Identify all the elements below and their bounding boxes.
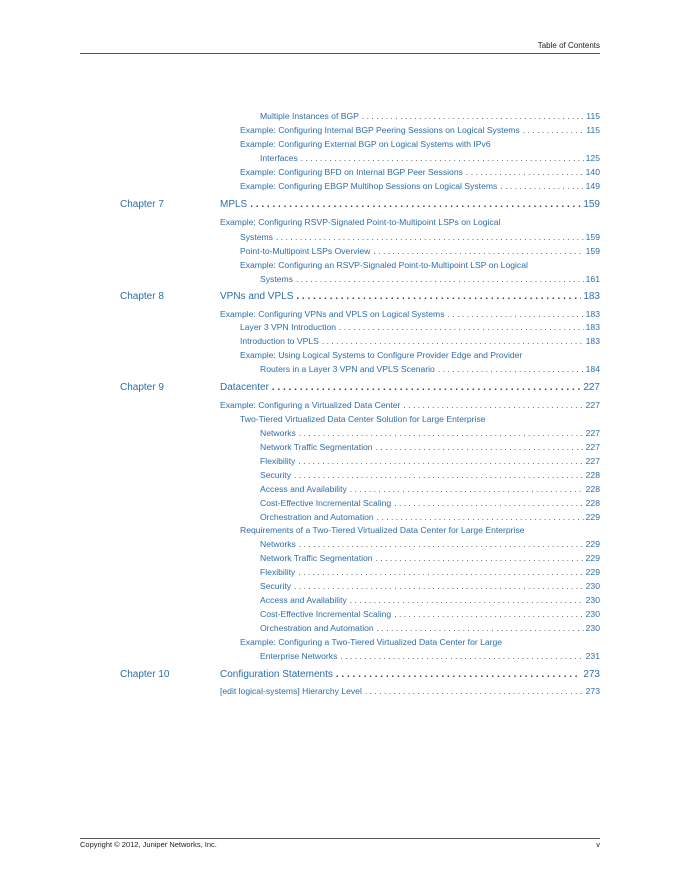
toc-page-number: 115 (586, 125, 600, 135)
toc-leader-dots (394, 498, 583, 508)
toc-chapter-entry[interactable] (220, 382, 600, 393)
toc-leader-dots (365, 686, 584, 696)
toc-entry[interactable] (260, 274, 600, 284)
toc-entry[interactable] (220, 686, 600, 696)
toc-entry-title: Orchestration and Automation (260, 623, 374, 633)
toc-entry[interactable] (260, 553, 600, 563)
toc-entry-title: Cost-Effective Incremental Scaling (260, 609, 392, 619)
toc-page-number: 183 (585, 322, 600, 332)
toc-entry-title: Example: Configuring Internal BGP Peering Sessions on Logical Systems (240, 125, 520, 135)
toc-leader-dots (362, 111, 584, 121)
footer-page-number: v (596, 840, 600, 849)
toc-leader-dots (339, 322, 584, 332)
toc-page-number: 273 (585, 686, 600, 696)
toc-entry[interactable] (240, 232, 600, 242)
toc-entry-title: Enterprise Networks (260, 651, 338, 661)
toc-entry-title: Example: Configuring an RSVP-Signaled Point-to-Multipoint LSP on Logical (240, 260, 528, 270)
toc-leader-dots (322, 336, 584, 346)
toc-entry[interactable] (260, 498, 600, 508)
toc-entry[interactable] (260, 456, 600, 466)
toc-leader-dots (340, 651, 583, 661)
toc-leader-dots (377, 623, 584, 633)
toc-entry[interactable] (260, 484, 600, 494)
toc-leader-dots (376, 553, 584, 563)
toc-leader-dots (350, 484, 584, 494)
toc-chapter-label: Chapter 10 (120, 669, 170, 680)
toc-leader-dots (403, 400, 583, 410)
toc-leader-dots (336, 669, 581, 680)
toc-entry[interactable] (240, 336, 600, 346)
toc-entry-title: Example: Configuring VPNs and VPLS on Logical Systems (220, 309, 445, 319)
toc-entry-title: Example: Configuring External BGP on Logical Systems with IPv6 (240, 139, 491, 149)
toc-entry[interactable] (240, 414, 600, 424)
toc-entry-title: Flexibility (260, 456, 296, 466)
toc-entry[interactable] (260, 651, 600, 661)
toc-entry[interactable] (260, 442, 600, 452)
toc-page-number: 183 (583, 291, 600, 302)
toc-entry[interactable] (260, 581, 600, 591)
toc-page-number: 228 (585, 470, 600, 480)
toc-leader-dots (394, 609, 583, 619)
toc-leader-dots (299, 428, 584, 438)
toc-entry[interactable] (240, 260, 600, 270)
toc-page-number: 183 (585, 309, 600, 319)
toc-entry-title: Access and Availability (260, 595, 347, 605)
toc-page-number: 228 (585, 484, 600, 494)
toc-page-number: 125 (585, 153, 600, 163)
toc-entry[interactable] (260, 153, 600, 163)
toc-entry-title: MPLS (220, 199, 248, 210)
toc-page-number: 159 (585, 232, 600, 242)
toc-entry-title: Example: Configuring BFD on Internal BGP Peer Sessions (240, 167, 463, 177)
toc-leader-dots (298, 456, 583, 466)
toc-entry-title: Multiple Instances of BGP (260, 111, 359, 121)
toc-entry-title: Interfaces (260, 153, 298, 163)
toc-leader-dots (276, 232, 584, 242)
toc-entry[interactable] (240, 525, 600, 535)
toc-leader-dots (294, 470, 584, 480)
toc-entry[interactable] (220, 217, 600, 227)
toc-page-number: 227 (585, 456, 600, 466)
toc-leader-dots (294, 581, 584, 591)
toc-page-number: 115 (586, 111, 600, 121)
toc-page-number: 273 (583, 669, 600, 680)
toc-entry-title: Two-Tiered Virtualized Data Center Solution for Large Enterprise (240, 414, 486, 424)
toc-entry[interactable] (240, 139, 600, 149)
toc-entry-title: Network Traffic Segmentation (260, 442, 373, 452)
toc-entry-title: Routers in a Layer 3 VPN and VPLS Scenario (260, 364, 435, 374)
toc-entry-title: Orchestration and Automation (260, 512, 374, 522)
toc-entry-title: Systems (260, 274, 293, 284)
toc-entry[interactable] (260, 623, 600, 633)
toc-leader-dots (296, 274, 584, 284)
toc-entry[interactable] (240, 181, 600, 191)
toc-page-number: 183 (585, 336, 600, 346)
toc-entry-title: Security (260, 581, 292, 591)
toc-leader-dots (377, 512, 584, 522)
toc-entry[interactable] (260, 512, 600, 522)
toc-entry[interactable] (260, 470, 600, 480)
toc-page-number: 227 (585, 400, 600, 410)
toc-page-number: 149 (585, 181, 600, 191)
toc-leader-dots (299, 539, 584, 549)
running-header-title: Table of Contents (537, 41, 600, 50)
toc-entry[interactable] (260, 595, 600, 605)
toc-chapter-entry[interactable] (220, 199, 600, 210)
toc-leader-dots (523, 125, 585, 135)
toc-page-number: 227 (585, 442, 600, 452)
footer-rule (80, 838, 600, 839)
toc-chapter-label: Chapter 8 (120, 291, 164, 302)
toc-page-number: 227 (583, 382, 600, 393)
toc-page-number: 140 (585, 167, 600, 177)
toc-entry-title: VPNs and VPLS (220, 291, 294, 302)
header-rule (80, 53, 600, 54)
toc-leader-dots (250, 199, 581, 210)
footer-copyright: Copyright © 2012, Juniper Networks, Inc. (80, 840, 217, 849)
toc-entry[interactable] (260, 111, 600, 121)
toc-entry-title: Security (260, 470, 292, 480)
toc-page-number: 230 (585, 623, 600, 633)
toc-entry-title: Cost-Effective Incremental Scaling (260, 498, 392, 508)
toc-entry[interactable] (260, 539, 600, 549)
toc-page-number: 229 (585, 553, 600, 563)
toc-entry-title: Network Traffic Segmentation (260, 553, 373, 563)
toc-entry[interactable] (240, 322, 600, 332)
toc-page-number: 230 (585, 595, 600, 605)
toc-entry[interactable] (260, 428, 600, 438)
toc-entry[interactable] (240, 246, 600, 256)
toc-entry-title: Example: Configuring EBGP Multihop Sessions on Logical Systems (240, 181, 498, 191)
toc-entry-title: Example: Configuring a Two-Tiered Virtualized Data Center for Large (240, 637, 503, 647)
toc-chapter-entry[interactable] (220, 291, 600, 302)
toc-entry-title: Configuration Statements (220, 669, 333, 680)
toc-entry[interactable] (220, 309, 600, 319)
toc-chapter-entry[interactable] (220, 669, 600, 680)
toc-leader-dots (438, 364, 584, 374)
toc-entry-title: [edit logical-systems] Hierarchy Level (220, 686, 362, 696)
toc-leader-dots (301, 153, 584, 163)
toc-page-number: 230 (585, 581, 600, 591)
toc-entry-title: Flexibility (260, 567, 296, 577)
toc-leader-dots (296, 291, 581, 302)
toc-page-number: 229 (585, 512, 600, 522)
toc-entry[interactable] (240, 637, 600, 647)
toc-entry[interactable] (260, 364, 600, 374)
toc-entry[interactable] (240, 167, 600, 177)
toc-entry[interactable] (260, 609, 600, 619)
toc-entry-title: Example: Configuring a Virtualized Data Center (220, 400, 401, 410)
toc-page-number: 229 (585, 567, 600, 577)
toc-chapter-label: Chapter 9 (120, 382, 164, 393)
toc-entry-title: Networks (260, 539, 296, 549)
toc-page-number: 231 (585, 651, 600, 661)
toc-entry-title: Networks (260, 428, 296, 438)
toc-page-number: 229 (585, 539, 600, 549)
toc-entry-title: Requirements of a Two-Tiered Virtualized Data Center for Large Enterprise (240, 525, 525, 535)
toc-page-number: 228 (585, 498, 600, 508)
toc-page-number: 227 (585, 428, 600, 438)
toc-entry-title: Point-to-Multipoint LSPs Overview (240, 246, 371, 256)
toc-entry-title: Access and Availability (260, 484, 347, 494)
toc-leader-dots (272, 382, 581, 393)
toc-leader-dots (373, 246, 583, 256)
toc-entry-title: Example: Configuring RSVP-Signaled Point-to-Multipoint LSPs on Logical (220, 217, 501, 227)
toc-page-number: 159 (585, 246, 600, 256)
toc-leader-dots (500, 181, 583, 191)
toc-entry[interactable] (260, 567, 600, 577)
toc-leader-dots (376, 442, 584, 452)
toc-entry-title: Introduction to VPLS (240, 336, 319, 346)
toc-entry-title: Example: Using Logical Systems to Configure Provider Edge and Provider (240, 350, 523, 360)
toc-entry-title: Systems (240, 232, 273, 242)
toc-page-number: 159 (583, 199, 600, 210)
toc-page-number: 184 (585, 364, 600, 374)
toc-entry[interactable] (220, 400, 600, 410)
toc-page-number: 161 (585, 274, 600, 284)
toc-leader-dots (298, 567, 583, 577)
toc-chapter-label: Chapter 7 (120, 199, 164, 210)
toc-entry-title: Datacenter (220, 382, 269, 393)
toc-entry-title: Layer 3 VPN Introduction (240, 322, 337, 332)
toc-leader-dots (350, 595, 584, 605)
toc-entry[interactable] (240, 350, 600, 360)
toc-page-number: 230 (585, 609, 600, 619)
toc-leader-dots (466, 167, 584, 177)
toc-leader-dots (448, 309, 584, 319)
toc-entry[interactable] (240, 125, 600, 135)
